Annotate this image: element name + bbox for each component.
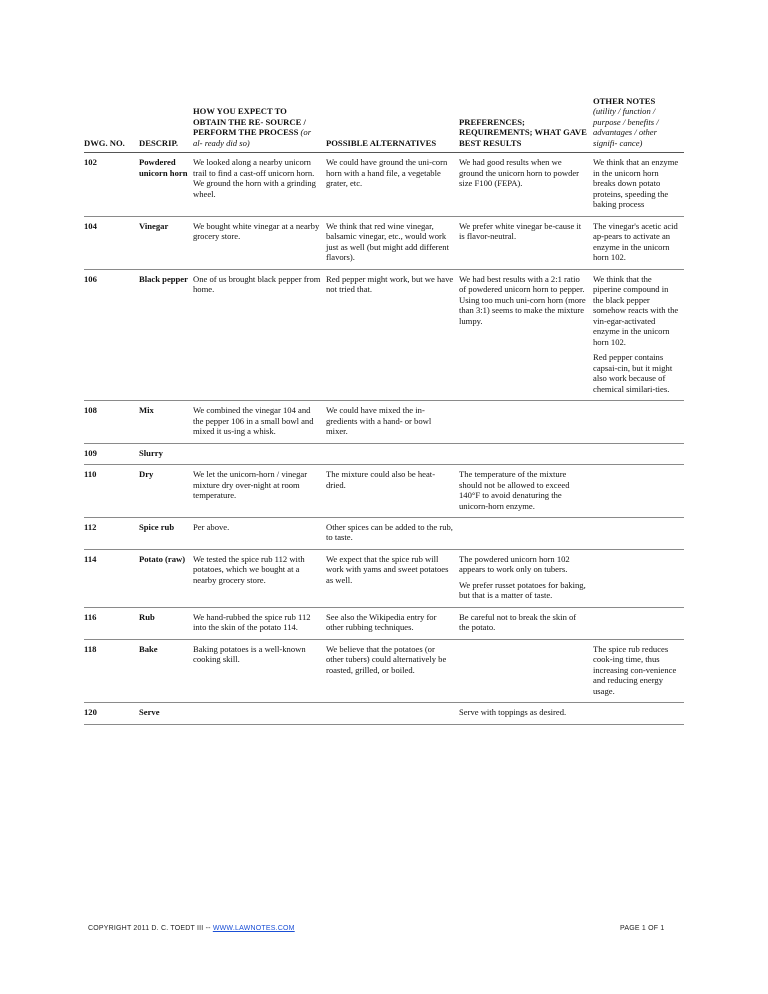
row-alternatives: We think that red wine vinegar, balsamic vinegar, etc., would work just as well (but might add different flavors). <box>326 216 459 269</box>
header-notes <box>593 92 684 153</box>
table-row <box>84 639 684 702</box>
header-descrip: DESCRIP. <box>139 92 193 153</box>
header-how <box>193 92 326 153</box>
header-notes-italic: (utility / function / purpose / benefits / advantages / other signifi- cance) <box>593 106 659 148</box>
row-how: We hand-rubbed the spice rub 112 into the skin of the potato 114. <box>193 607 326 639</box>
row-description: Black pepper <box>139 269 193 400</box>
row-how: Per above. <box>193 517 326 549</box>
row-number: 104 <box>84 216 139 269</box>
row-alternatives: We could have mixed the in-gredients with a hand- or bowl mixer. <box>326 401 459 443</box>
table-row <box>84 153 684 216</box>
row-preferences-paragraph: We prefer russet potatoes for baking, but that is a matter of taste. <box>459 579 586 601</box>
copyright-text: COPYRIGHT 2011 D. C. TOEDT III -- <box>88 925 211 932</box>
row-number: 110 <box>84 465 139 518</box>
row-how: One of us brought black pepper from home. <box>193 269 326 400</box>
row-how: We let the unicorn-horn / vinegar mixture dry over-night at room temperature. <box>193 465 326 518</box>
header-notes-bold: OTHER NOTES <box>593 96 656 106</box>
row-number: 112 <box>84 517 139 549</box>
row-notes <box>593 443 684 464</box>
row-alternatives: We believe that the potatoes (or other tubers) could alternatively be roasted, grilled, or boiled. <box>326 639 459 702</box>
row-how: We looked along a nearby unicorn trail to find a cast-off unicorn horn. We ground the horn with a grinding wheel. <box>193 153 326 216</box>
row-number: 118 <box>84 639 139 702</box>
row-how: We tested the spice rub 112 with potatoes, which we bought at a nearby grocery store. <box>193 549 326 607</box>
row-preferences <box>459 639 593 702</box>
row-description: Rub <box>139 607 193 639</box>
row-preferences <box>459 443 593 464</box>
header-dwg-no: DWG. NO. <box>84 92 139 153</box>
process-table <box>84 92 684 725</box>
row-preferences: We prefer white vinegar be-cause it is flavor-neutral. <box>459 216 593 269</box>
row-preferences <box>459 549 593 607</box>
row-notes <box>593 465 684 518</box>
row-notes <box>593 401 684 443</box>
table-row <box>84 517 684 549</box>
row-notes-paragraph: We think that the piperine compound in the black pepper somehow reacts with the vin-egar-activated enzyme in the unicorn horn 102. <box>593 273 679 347</box>
table-row <box>84 549 684 607</box>
row-description: Bake <box>139 639 193 702</box>
row-alternatives: See also the Wikipedia entry for other rubbing techniques. <box>326 607 459 639</box>
row-notes-paragraph: Red pepper contains capsai-cin, but it might also work because of chemical similari-ties. <box>593 352 673 394</box>
lawnotes-link[interactable]: WWW.LAWNOTES.COM <box>212 925 295 932</box>
row-description: Mix <box>139 401 193 443</box>
row-notes: The vinegar's acetic acid ap-pears to activate an enzyme in the unicorn horn 102. <box>593 216 684 269</box>
row-how: We combined the vinegar 104 and the pepper 106 in a small bowl and mixed it us-ing a whisk. <box>193 401 326 443</box>
table-row <box>84 269 684 400</box>
row-how <box>193 443 326 464</box>
row-description: Slurry <box>139 443 193 464</box>
row-description: Spice rub <box>139 517 193 549</box>
row-alternatives <box>326 443 459 464</box>
row-description: Serve <box>139 703 193 724</box>
table-row <box>84 703 684 724</box>
row-number: 109 <box>84 443 139 464</box>
table-row <box>84 465 684 518</box>
row-number: 108 <box>84 401 139 443</box>
table-header-row <box>84 92 684 153</box>
row-number: 116 <box>84 607 139 639</box>
row-preferences: The temperature of the mixture should not be allowed to exceed 140°F to avoid denaturing the unicorn-horn enzyme. <box>459 465 593 518</box>
row-preferences <box>459 517 593 549</box>
row-how: We bought white vinegar at a nearby grocery store. <box>193 216 326 269</box>
row-number: 120 <box>84 703 139 724</box>
row-description: Vinegar <box>139 216 193 269</box>
row-preferences-paragraph: The powdered unicorn horn 102 appears to work only on tubers. <box>459 553 570 575</box>
table-row <box>84 607 684 639</box>
row-alternatives: We expect that the spice rub will work with yams and sweet potatoes as well. <box>326 549 459 607</box>
row-notes <box>593 269 684 400</box>
header-alternatives: POSSIBLE ALTERNATIVES <box>326 92 459 153</box>
row-preferences: We had good results when we ground the unicorn horn to powder size F100 (FEPA). <box>459 153 593 216</box>
row-alternatives: Red pepper might work, but we have not tried that. <box>326 269 459 400</box>
row-alternatives: The mixture could also be heat-dried. <box>326 465 459 518</box>
row-alternatives: Other spices can be added to the rub, to taste. <box>326 517 459 549</box>
row-description: Powdered unicorn horn <box>139 153 193 216</box>
table-row <box>84 216 684 269</box>
row-notes <box>593 607 684 639</box>
header-how-bold: HOW YOU EXPECT TO OBTAIN THE RE- SOURCE / PERFORM THE PROCESS <box>193 106 306 138</box>
row-preferences <box>459 401 593 443</box>
row-how <box>193 703 326 724</box>
row-description: Dry <box>139 465 193 518</box>
row-notes: The spice rub reduces cook-ing time, thus increasing con-venience and reducing energy usage. <box>593 639 684 702</box>
row-description: Potato (raw) <box>139 549 193 607</box>
row-notes <box>593 549 684 607</box>
row-number: 102 <box>84 153 139 216</box>
header-preferences: PREFERENCES; REQUIREMENTS; WHAT GAVE BEST RESULTS <box>459 92 593 153</box>
row-preferences: Be careful not to break the skin of the potato. <box>459 607 593 639</box>
page-number: PAGE 1 OF 1 <box>620 925 665 932</box>
header-how-italic: (or al- ready did so) <box>193 127 312 148</box>
footer-copyright <box>88 925 295 932</box>
row-alternatives <box>326 703 459 724</box>
row-notes <box>593 517 684 549</box>
row-number: 106 <box>84 269 139 400</box>
row-alternatives: We could have ground the uni-corn horn with a hand file, a vegetable grater, etc. <box>326 153 459 216</box>
row-number: 114 <box>84 549 139 607</box>
table-row <box>84 443 684 464</box>
row-preferences: We had best results with a 2:1 ratio of powdered unicorn horn to pepper. Using too much uni-corn horn (more than 3:1) seems to make the mixture lumpy. <box>459 269 593 400</box>
row-how: Baking potatoes is a well-known cooking skill. <box>193 639 326 702</box>
row-preferences: Serve with toppings as desired. <box>459 703 593 724</box>
row-notes: We think that an enzyme in the unicorn horn breaks down potato proteins, speeding the baking process <box>593 153 684 216</box>
table-row <box>84 401 684 443</box>
row-notes <box>593 703 684 724</box>
